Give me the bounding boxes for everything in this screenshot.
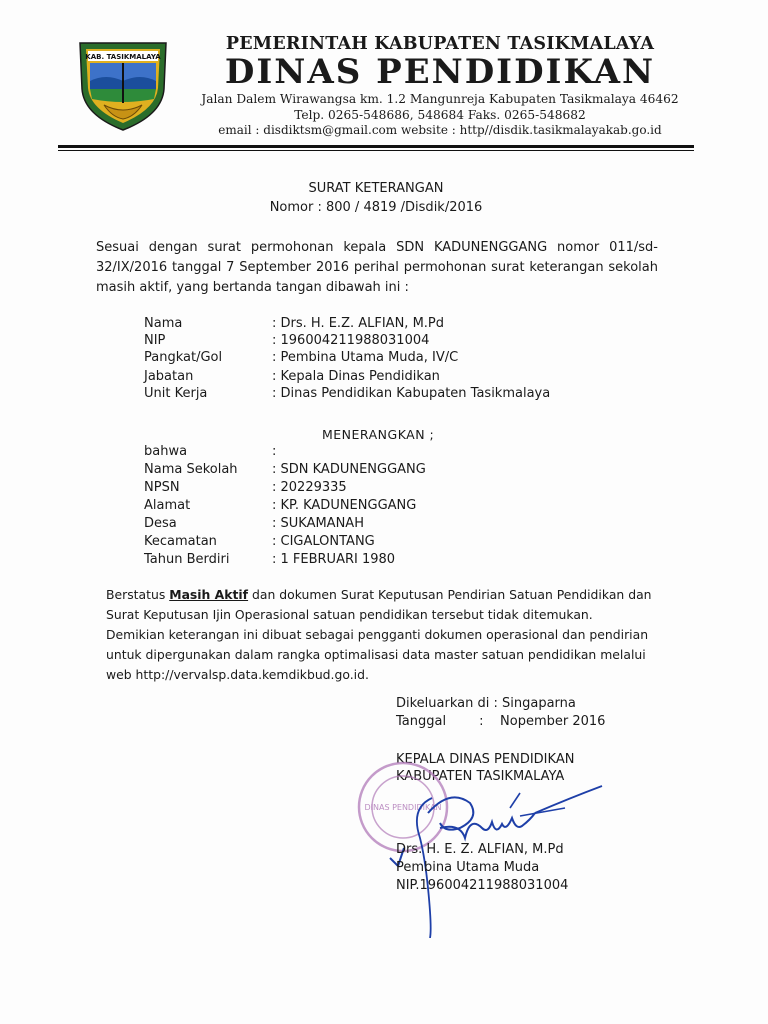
signatory-name: Drs. H. E. Z. ALFIAN, M.Pd [396,842,564,857]
closing-text: Demikian keterangan ini dibuat sebagai pengganti dokumen operasional dan pendirian untuk dipergunakan dalam rangka optimalisasi data master satuan pendidikan melalui web http://vervalsp.data.kemdikbud.go.id. [106,627,649,682]
issued-date: Tanggal : Nopember 2016 [396,714,606,729]
letter-title: SURAT KETERANGAN [308,181,444,196]
intro-paragraph: Sesuai dengan surat permohonan kepala SDN KADUNENGGANG nomor 011/sd-32/IX/2016 tanggal 7 September 2016 perihal permohonan surat keterangan sekolah masih aktif, yang bertanda tangan dibawah ini : [96,240,658,295]
status-paragraph [106,585,662,685]
letter-page: KAB. TASIKMALAYA PEMERINTAH KABUPATEN TASIKMALAYA DINAS PENDIDIKAN Jalan Dalem Wirawangsa km. 1.2 Mangunreja Kabupaten Tasikmalaya 46462 Telp. 0265-548686, 548684 Faks. 0265-548682 email : disdiktsm@gmail.com website : http//disdik.tasikmalayakab.go.id SURAT KETERANGAN Nomor : 800 / 4819 /Disdik/2016 Sesuai dengan surat permohonan kepala SDN KADUNENGGANG nomor 011/sd-32/IX/2016 tanggal 7 September 2016 perihal permohonan surat keterangan sekolah masih aktif, yang bertanda tangan dibawah ini : Nama : Drs. H. E.Z. ALFIAN, M.Pd NIP : 196004211988031004 Pangkat/Gol : Pembina Utama Muda, IV/C Jabatan : Kepala Dinas Pendidikan Unit Kerja : Dinas Pendidikan Kabupaten Tasikmalaya MENERANGKAN ; bahwa : Nama Sekolah : SDN KADUNENGGANG NPSN : 20229335 Alamat : KP. KADUNENGGANG Desa : SUKAMANAH Kecamatan : CIGALONTANG Tahun Berdiri : 1 FEBRUARI 1980 Berstatus Masih Aktif dan dokumen Surat Keputusan Pendirian Satuan Pendidikan dan Surat Keputusan Ijin Operasional satuan pendidikan tersebut tidak ditemukan. Demikian keterangan ini dibuat sebagai pengganti dokumen operasional dan pendirian untuk dipergunakan dalam rangka optimalisasi data master satuan pendidikan melalui web http://vervalsp.data.kemdikbud.go.id. Dikeluarkan di : Singaparna Tanggal : Nopember 2016 KEPALA DINAS PENDIDIKAN KABUPATEN TASIKMALAYA DINAS PENDIDIKAN Drs. H. E. Z. ALFIAN, M.Pd Pembina Utama Muda NIP.196004211988031004 [0,0,768,1024]
signatory-position-line1: KEPALA DINAS PENDIDIKAN [396,752,575,767]
office-contact: email : disdiktsm@gmail.com website : http//disdik.tasikmalayakab.go.id [218,123,662,137]
government-name: PEMERINTAH KABUPATEN TASIKMALAYA [225,34,655,54]
signatory-nip: NIP.196004211988031004 [396,878,569,893]
signatory-rank: Pembina Utama Muda [396,860,540,875]
stamp-text: DINAS PENDIDIKAN [364,803,442,812]
issued-place: Dikeluarkan di : Singaparna [396,696,576,711]
office-address: Jalan Dalem Wirawangsa km. 1.2 Mangunreja Kabupaten Tasikmalaya 46462 [201,92,679,106]
kabupaten-logo-icon [74,33,172,133]
header-rule-thick [58,145,694,148]
office-phone: Telp. 0265-548686, 548684 Faks. 0265-548682 [294,108,586,122]
header-rule-thin [58,150,694,151]
letter-number: Nomor : 800 / 4819 /Disdik/2016 [269,200,483,215]
department-name: DINAS PENDIDIKAN [224,52,656,92]
status-emphasis: Masih Aktif [169,587,249,602]
menerangkan-heading: MENERANGKAN ; [322,427,435,442]
status-text: Berstatus Masih Aktif dan dokumen Surat Keputusan Pendirian Satuan Pendidikan dan Surat Keputusan Ijin Operasional satuan pendidikan tersebut tidak ditemukan. [106,587,652,622]
logo-text: KAB. TASIKMALAYA [85,53,161,61]
signatory-position-line2: KABUPATEN TASIKMALAYA [396,769,565,784]
